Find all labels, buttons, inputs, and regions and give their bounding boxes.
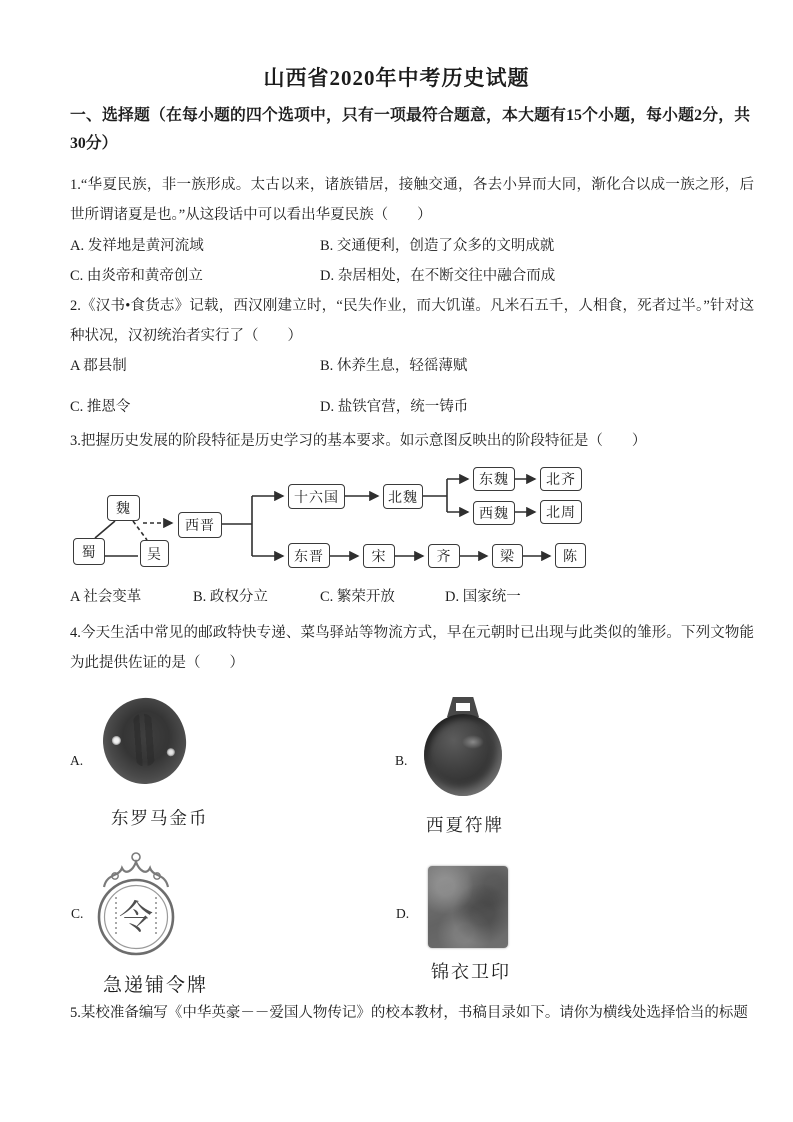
- option-row: [70, 352, 754, 382]
- q1-option-c: C. 由炎帝和黄帝创立: [70, 267, 203, 284]
- diagram-node-song: 宋: [363, 544, 395, 568]
- question-4-text: 4.今天生活中常见的邮政特快专递、菜鸟驿站等物流方式，早在元朝时已出现与此类似的雏形。下列文物能为此提供佐证的是（ ）: [70, 625, 754, 671]
- coin-hole-left: [112, 736, 122, 746]
- q1-option-b: B. 交通便利，创造了众多的文明成就: [320, 238, 555, 254]
- question-1-text: 1.“华夏民族，非一族形成。太古以来，诸族错居，接触交通，各去小异而大同，渐化合以成一族之形，后世所谓诸夏是也。”从这段话中可以看出华夏民族（ ）: [70, 177, 754, 223]
- q3-option-b: B. 政权分立: [193, 589, 268, 605]
- question-3-options: [70, 583, 754, 613]
- question-2-text: 2.《汉书•食货志》记载，西汉刚建立时，“民失作业，而大饥谨。凡米石五千，人相食，死者过半。”针对这种状况，汉初统治者实行了（ ）: [70, 298, 754, 344]
- question-2-options: [70, 352, 754, 422]
- question-5-text: 5.某校准备编写《中华英豪－－爱国人物传记》的校本教材，书稿目录如下。请你为横线处选择恰当的标题: [70, 1005, 748, 1021]
- diagram-node-wu: 吴: [140, 540, 169, 567]
- q3-option-c: C. 繁荣开放: [320, 589, 395, 605]
- tally-disc: [424, 714, 502, 796]
- diagram-node-dongjin: 东晋: [288, 543, 330, 568]
- option-row: [70, 262, 754, 292]
- artifact-a-label: A.: [70, 753, 84, 768]
- artifact-d-label: D.: [396, 906, 410, 921]
- q2-option-c: C. 推恩令: [70, 398, 131, 415]
- diagram-node-dongwei: 东魏: [473, 467, 515, 491]
- question-1-options: [70, 232, 754, 291]
- q3-option-d: D. 国家统一: [445, 589, 521, 605]
- diagram-node-beizhou: 北周: [540, 500, 582, 524]
- diagram-node-beiwei: 北魏: [383, 484, 423, 509]
- diagram-node-qi: 齐: [428, 544, 460, 568]
- dynasty-succession-diagram: [65, 455, 590, 577]
- artifact-b-caption: 西夏符牌: [426, 815, 504, 835]
- diagram-node-liang: 梁: [492, 544, 523, 568]
- artifact-b-label: B.: [395, 753, 408, 768]
- option-row: [70, 232, 754, 262]
- roman-coin-image: [100, 695, 189, 787]
- q1-option-d: D. 杂居相处，在不断交往中融合而成: [320, 267, 556, 284]
- q2-option-d: D. 盐铁官营，统一铸币: [320, 398, 469, 415]
- artifact-c-caption: 急递铺令牌: [103, 975, 209, 996]
- option-row: [70, 393, 754, 423]
- question-3-text: 3.把握历史发展的阶段特征是历史学习的基本要求。如示意图反映出的阶段特征是（ ）: [70, 433, 647, 449]
- tally-glint: [462, 735, 484, 749]
- page-title: 山西省2020年中考历史试题: [263, 66, 530, 90]
- diagram-node-shiliuguo: 十六国: [288, 484, 345, 509]
- q1-option-a: A. 发祥地是黄河流域: [70, 238, 204, 254]
- xixia-tally-image: [424, 695, 502, 799]
- q3-option-a: A 社会变革: [70, 589, 142, 605]
- coin-hole-right: [167, 748, 176, 757]
- tally-loop-hole: [456, 703, 470, 711]
- diagram-node-xijin: 西晋: [178, 512, 222, 538]
- diagram-node-chen: 陈: [555, 543, 586, 568]
- coin-figures-detail: [129, 713, 159, 767]
- diagram-node-wei: 魏: [107, 495, 140, 521]
- q2-option-b: B. 休养生息，轻徭薄赋: [320, 358, 468, 374]
- diagram-node-shu: 蜀: [73, 538, 105, 565]
- tablet-ling-character: 令: [119, 900, 153, 937]
- artifact-a-caption: 东罗马金币: [111, 808, 209, 828]
- diagram-node-beiqi: 北齐: [540, 467, 582, 491]
- artifact-d-caption: 锦衣卫印: [431, 962, 511, 982]
- section-heading: 一、选择题（在每小题的四个选项中，只有一项最符合题意，本大题有15个小题，每小题2分，共30分）: [70, 107, 750, 152]
- courier-tablet-image: [92, 849, 180, 959]
- jinyiwei-seal-image: [428, 866, 508, 948]
- q2-option-a: A 郡县制: [70, 358, 127, 374]
- artifact-c-label: C.: [71, 906, 84, 921]
- diagram-node-xiwei: 西魏: [473, 501, 515, 525]
